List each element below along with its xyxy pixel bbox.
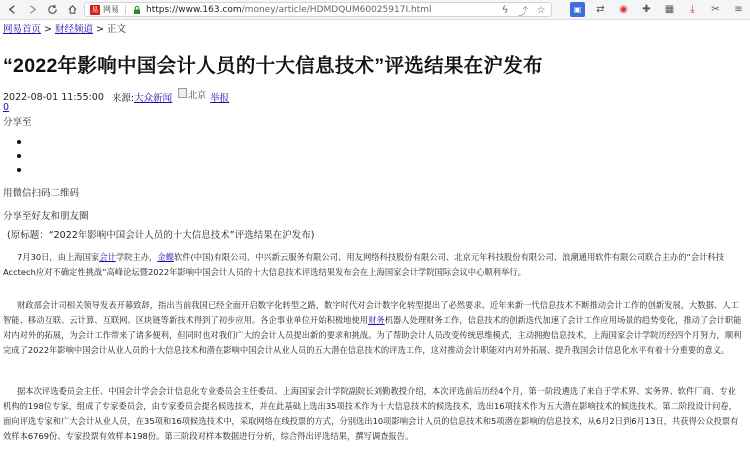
menu-icon[interactable]: ≡ — [734, 4, 743, 15]
share-option[interactable] — [17, 163, 21, 177]
publish-datetime: 2022-08-01 11:55:00 — [3, 91, 104, 103]
share-option[interactable] — [17, 135, 21, 149]
wechat-qr-text: 用微信扫码二维码 — [3, 188, 80, 199]
breadcrumb — [3, 22, 747, 37]
article-paragraph-3: 据本次评选委员会主任、中国会计学会会计信息化专业委员会主任委员、上海国家会计学院副院长刘勤教授介绍，本次评选前后历经4个月，第一阶段遴选了来自于学术界、实务界、软件厂商、专业机构的198位专家，组成了专家委员会，由专家委员会提名候选技术，并在此基础上选出35项技术作为十大信息技术的候选技术，选出16项技术作为五大潜在影响技术的候选技术。第二阶段设计问卷，面向评选专家和广大会计从业人员，在35项和16项候选技术中，采取网络在线投票的方式，分别选出10项影响会计人员的信息技术和5项潜在影响的信息技术，从6月2日到6月13日，共获得公众投票有效样本6769份、专家投票有效样本198份。第三阶段对样本数据进行分析，综合得出评选结果，撰写调查报告。 — [3, 386, 739, 441]
star-icon[interactable]: ☆ — [536, 4, 546, 16]
paragraph-text: 学院主办， — [115, 252, 158, 262]
extension-icon[interactable]: ▣ — [570, 2, 585, 17]
breadcrumb-sep: > — [93, 24, 108, 35]
reload-icon[interactable] — [44, 2, 60, 18]
url-text[interactable] — [146, 5, 431, 15]
netease-site-icon: 易 — [91, 5, 99, 14]
share-label: 分享至 — [3, 117, 32, 128]
breadcrumb-home-link[interactable]: 网易首页 — [3, 24, 42, 35]
report-link[interactable]: 举报 — [210, 93, 230, 104]
paragraph-text: 机器人处理财务工作，信息技术的创新迭代加速了会计工作应用场景的趋势变化，推动了会计职能对内对外的拓展，为会计工作带来了诸多便利，但同时也对我们广大的会计人员提出新的要求和挑战。为了帮助会计人员改变传统思维模式，主动拥抱信息技术，上海国家会计学院历经四个月努力，顺利完成了2022年影响中国会计从业人员的十大信息技术和潜在影响中国会计从业人员的五大潜在信息技术的评选工作，这对推动会计职能对内对外拓展、提升我国会计信息化水平有着十分重要的意义。 — [3, 315, 742, 355]
translate-icon[interactable]: ⇄ — [596, 4, 605, 15]
paragraph-text: 软件(中国)有限公司、中兴新云服务有限公司、用友网络科技股份有限公司、北京元年科技股份有限公司、浪潮通用软件有限公司联合主办的“会计科技Acctech应对不确定性挑战”高峰论坛暨2022年影响中国会计人员的十大信息技术评选结果发布会在上海国家会计学院国际会议中心顺利举行。 — [3, 252, 725, 277]
location-text: 北京 — [188, 90, 207, 101]
breadcrumb-sep: > — [41, 24, 56, 35]
original-title: (原标题：“2022年影响中国会计人员的十大信息技术”评选结果在沪发布) — [7, 230, 315, 241]
keyword-link-kingdee[interactable]: 金蝶 — [157, 252, 174, 262]
keyword-link-accounting[interactable]: 会计 — [99, 252, 116, 262]
url-host: https://www.163.com — [146, 4, 242, 15]
game-icon[interactable]: ◉ — [619, 4, 628, 15]
home-icon[interactable] — [64, 2, 80, 18]
keyword-link-finance[interactable]: 财务 — [368, 315, 385, 325]
grid-icon[interactable]: ▦ — [664, 4, 675, 15]
back-arrow-icon[interactable] — [4, 2, 20, 18]
browser-toolbar — [0, 0, 750, 20]
comment-count-link[interactable]: 0 — [3, 102, 10, 113]
article-meta — [3, 90, 229, 104]
scissors-icon[interactable]: ✂ — [711, 4, 720, 15]
address-bar[interactable] — [84, 2, 552, 17]
share-friends-text: 分享至好友和朋友圈 — [3, 211, 89, 222]
article-paragraph-1 — [3, 250, 743, 280]
puzzle-icon[interactable]: ✚ — [642, 4, 651, 15]
article-title: “2022年影响中国会计人员的十大信息技术”评选结果在沪发布 — [3, 55, 543, 77]
article-page — [3, 22, 747, 441]
share-options-list — [17, 135, 21, 177]
paragraph-text: 7月30日，由上海国家 — [17, 252, 100, 262]
site-name: 网易 — [103, 5, 119, 14]
lock-icon[interactable] — [132, 5, 142, 15]
address-divider — [125, 5, 126, 14]
share-icon[interactable]: ⤴ — [518, 6, 528, 18]
source-link[interactable]: 大众新闻 — [134, 93, 173, 104]
broken-image-icon — [178, 88, 187, 98]
download-icon[interactable]: ⤓ — [690, 4, 695, 15]
paragraph-text: 财政部会计司相关领导发表开幕致辞，指出当前我国已经全面开启数字化转型之路，数字时代对会计数字化转型提出了必然要求。近年来新一代信息技术不断推动会计工作的创新发展，大数据、人工智能、移动互联、云计算、互联网、区块链等新技术得到了初步应用。各企事业单位开始积极地使用 — [3, 300, 739, 325]
share-option[interactable] — [17, 149, 21, 163]
url-path: /money/article/HDMDQUM60025917I.html — [241, 4, 432, 15]
breadcrumb-channel-link[interactable]: 财经频道 — [55, 24, 94, 35]
location-image — [178, 88, 206, 101]
source-label: 来源: — [111, 93, 135, 104]
article-paragraph-2 — [3, 298, 743, 358]
breadcrumb-current: 正文 — [107, 24, 127, 35]
forward-arrow-icon[interactable] — [24, 2, 40, 18]
lightning-icon[interactable]: ϟ — [501, 4, 509, 16]
